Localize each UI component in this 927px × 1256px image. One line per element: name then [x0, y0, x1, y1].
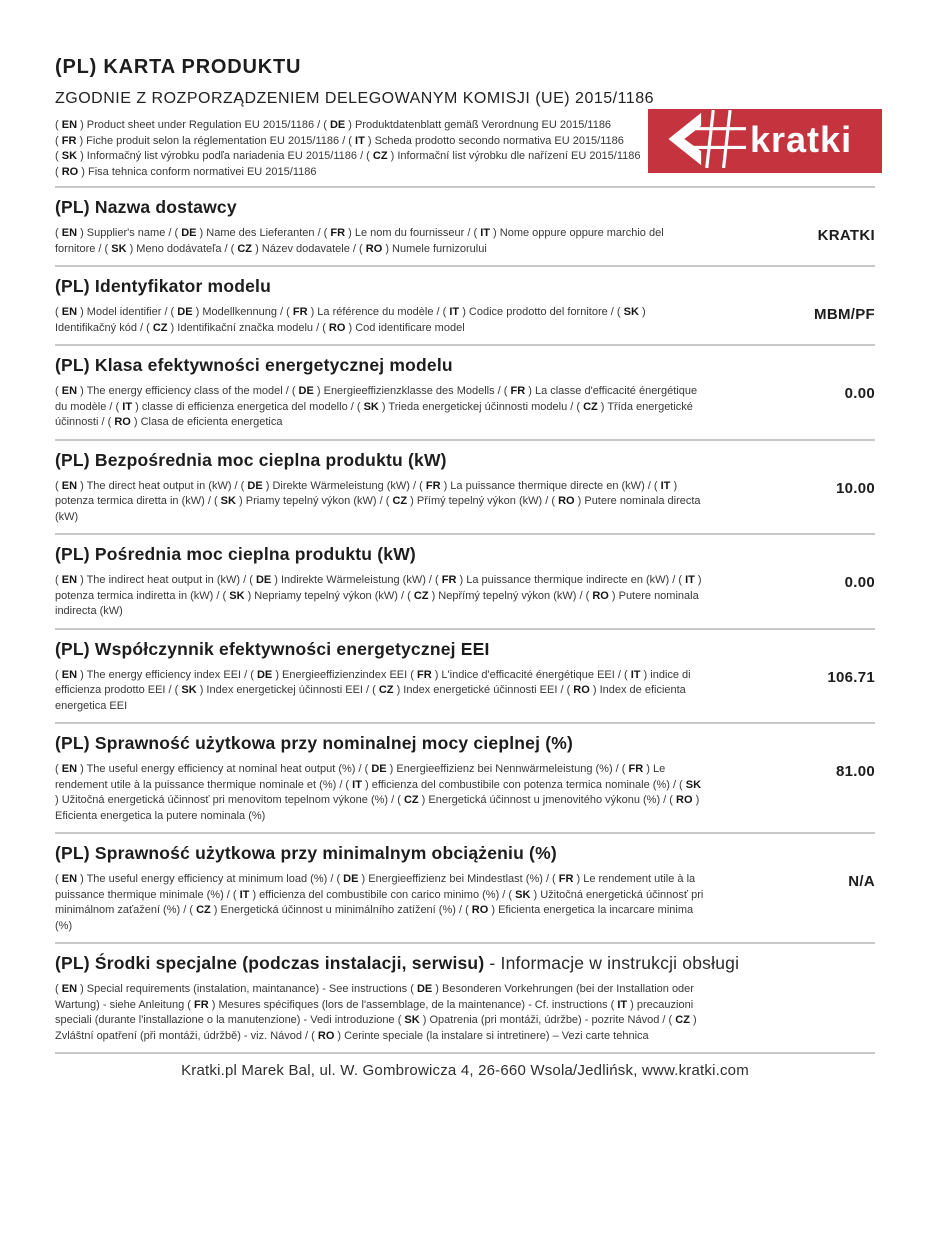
- intro-line-fr-it: ( FR ) Fiche produit selon la réglementation EU 2015/1186 / ( IT ) Scheda prodotto secondo normativa EU 2015/1186: [55, 134, 624, 147]
- section-description: ( EN ) Model identifier / ( DE ) Modellkennung / ( FR ) La référence du modèle / ( IT ) Codice prodotto del fornitore / ( SK ) Identifikačný kód / ( CZ ) Identifikační značka modelu / ( RO ) Cod identificare model: [55, 306, 646, 334]
- section-description: ( EN ) The energy efficiency index EEI / ( DE ) Energieeffizienzindex EEI ( FR ) L'indice d'efficacité énergétique EEI / ( IT ) indice di efficienza prodotto EEI / ( SK ) Index energetickej účinnosti EEI / ( CZ ) Index energetické účinnosti EEI / ( RO ) Index de eficienta energetica EEI: [55, 668, 691, 712]
- product-attribute-section: [55, 188, 875, 267]
- section-value: KRATKI: [817, 227, 875, 245]
- section-heading-main: (PL) Współczynnik efektywności energetycznej EEI: [55, 638, 490, 659]
- section-description: ( EN ) The useful energy efficiency at nominal heat output (%) / ( DE ) Energieeffizienz bei Nennwärmeleistung (%) / ( FR ) Le rendement utile à la puissance thermique nominale et (%) / ( IT ) efficienza del combustibile con potenza termica nominale (%) / ( SK ) Užitočná energetická účinnosť pri menovitom tepelnom výkone (%) / ( CZ ) Energetická účinnost u jmenovitého výkonu (%) / ( RO ) Eficienta energetica la putere nominala (%): [55, 763, 702, 822]
- section-heading: [55, 636, 875, 662]
- section-heading: [55, 273, 875, 299]
- kratki-wordmark: kratki: [750, 118, 853, 160]
- page-subtitle: ZGODNIE Z ROZPORZĄDZENIEM DELEGOWANYM KOMISJI (UE) 2015/1186: [55, 90, 654, 107]
- intro-line-en-de: ( EN ) Product sheet under Regulation EU 2015/1186 / ( DE ) Produktdatenblatt gemäß Verordnung EU 2015/1186: [55, 119, 612, 131]
- product-attribute-section: [55, 944, 875, 1054]
- fireplace-grate-icon: [660, 110, 746, 173]
- section-body: [55, 982, 875, 1044]
- section-body: [55, 305, 875, 336]
- section-heading-main: (PL) Sprawność użytkowa przy nominalnej mocy cieplnej (%): [55, 733, 574, 754]
- section-body: [55, 872, 875, 934]
- section-heading-main: (PL) Pośrednia moc cieplna produktu (kW): [55, 544, 416, 565]
- section-body: [55, 384, 875, 431]
- section-value: 106.71: [827, 668, 875, 686]
- section-value: N/A: [848, 873, 875, 891]
- section-heading: [55, 352, 875, 378]
- product-sheet-page: [0, 56, 927, 1256]
- section-body: [55, 226, 875, 257]
- document-header: [55, 56, 875, 188]
- section-body: [55, 479, 875, 526]
- section-description: ( EN ) The direct heat output in (kW) / ( DE ) Direkte Wärmeleistung (kW) / ( FR ) La puissance thermique directe en (kW) / ( IT ) potenza termica diretta in (kW) / ( SK ) Priamy tepelný výkon (kW) / ( CZ ) Přímý tepelný výkon (kW) / ( RO ) Putere nominala directa (kW): [55, 479, 701, 523]
- section-description: ( EN ) Special requirements (instalation, maintanance) - See instructions ( DE ) Besonderen Vorkehrungen (bei der Installation oder Wartung) - siehe Anleitung ( FR ) Mesures spécifiques (lors de l'assemblage, de la maintenance) - Cf. instructions ( IT ) precauzioni speciali (durante l'installazione o la manutenzione) - Vedi introduzione ( SK ) Opatrenia (pri montáži, údržbe) - pozrite Návod / ( CZ ) Zvláštní opatření (při montáži, údržbě) - viz. Návod / ( RO ) Cerinte speciale (la instalare si intretinere) – Vezi carte tehnica: [55, 983, 697, 1042]
- section-heading-main: (PL) Bezpośrednia moc cieplna produktu (kW): [55, 449, 447, 470]
- section-heading: [55, 840, 875, 866]
- product-attribute-section: [55, 441, 875, 536]
- section-heading: [55, 950, 875, 976]
- section-heading-suffix: - Informacje w instrukcji obsługi: [484, 953, 740, 974]
- intro-line-ro: ( RO ) Fisa tehnica conform normativei EU 2015/1186: [55, 165, 317, 178]
- section-heading-main: (PL) Sprawność użytkowa przy minimalnym obciążeniu (%): [55, 843, 557, 864]
- section-heading: [55, 541, 875, 567]
- section-body: [55, 668, 875, 715]
- intro-line-sk-cz: ( SK ) Informačný list výrobku podľa nariadenia EU 2015/1186 / ( CZ ) Informační list výrobku dle nařízení EU 2015/1186: [55, 150, 641, 163]
- product-attribute-section: [55, 346, 875, 441]
- section-heading-main: (PL) Środki specjalne (podczas instalacji, serwisu): [55, 953, 485, 974]
- section-heading: [55, 447, 875, 473]
- section-description: ( EN ) The useful energy efficiency at minimum load (%) / ( DE ) Energieeffizienz bei Mindestlast (%) / ( FR ) Le rendement utile à la puissance thermique minimale (%) / ( IT ) efficienza del combustibile con carico minimo (%) / ( SK ) Užitočná energetická účinnosť pri minimálnom zaťažení (%) / ( CZ ) Energetická účinnost u minimálního zatížení (%) / ( RO ) Eficienta energetica la incarcare minima (%): [55, 873, 704, 932]
- document-page: [0, 56, 927, 1079]
- section-heading-main: (PL) Klasa efektywności energetycznej modelu: [55, 355, 453, 376]
- section-heading: [55, 730, 875, 756]
- section-body: [55, 573, 875, 620]
- section-heading: [55, 194, 875, 220]
- product-attribute-section: [55, 724, 875, 834]
- page-title: (PL) KARTA PRODUKTU: [55, 56, 302, 78]
- sections: [55, 188, 875, 1054]
- section-value: 0.00: [844, 385, 875, 403]
- section-body: [55, 762, 875, 824]
- section-value: 81.00: [835, 763, 875, 781]
- product-attribute-section: [55, 535, 875, 630]
- product-attribute-section: [55, 834, 875, 944]
- footer-address: Kratki.pl Marek Bal, ul. W. Gombrowicza 4, 26-660 Wsola/Jedlińsk, www.kratki.com: [181, 1062, 749, 1080]
- product-attribute-section: [55, 267, 875, 346]
- product-attribute-section: [55, 630, 875, 725]
- section-heading-main: (PL) Nazwa dostawcy: [55, 197, 237, 218]
- kratki-logo: [648, 109, 882, 173]
- section-description: ( EN ) The energy efficiency class of the model / ( DE ) Energieeffizienzklasse des Modells / ( FR ) La classe d'efficacité énergétique du modèle / ( IT ) classe di efficienza energetica del modello / ( SK ) Trieda energetickej účinnosti modelu / ( CZ ) Třída energetické účinnosti / ( RO ) Clasa de eficienta energetica: [55, 385, 698, 429]
- section-value: 10.00: [835, 479, 875, 497]
- section-description: ( EN ) Supplier's name / ( DE ) Name des Lieferanten / ( FR ) Le nom du fournisseur / ( IT ) Nome oppure oppure marchio del fornitore / ( SK ) Meno dodávateľa / ( CZ ) Název dodavatele / ( RO ) Numele furnizorului: [55, 227, 664, 255]
- section-value: MBM/PF: [814, 306, 875, 324]
- section-description: ( EN ) The indirect heat output in (kW) / ( DE ) Indirekte Wärmeleistung (kW) / ( FR ) La puissance thermique indirecte en (kW) / ( IT ) potenza termica indiretta in (kW) / ( SK ) Nepriamy tepelný výkon (kW) / ( CZ ) Nepřímý tepelný výkon (kW) / ( RO ) Putere nominala indirecta (kW): [55, 574, 702, 618]
- section-heading-main: (PL) Identyfikator modelu: [55, 276, 271, 297]
- section-value: 0.00: [844, 574, 875, 592]
